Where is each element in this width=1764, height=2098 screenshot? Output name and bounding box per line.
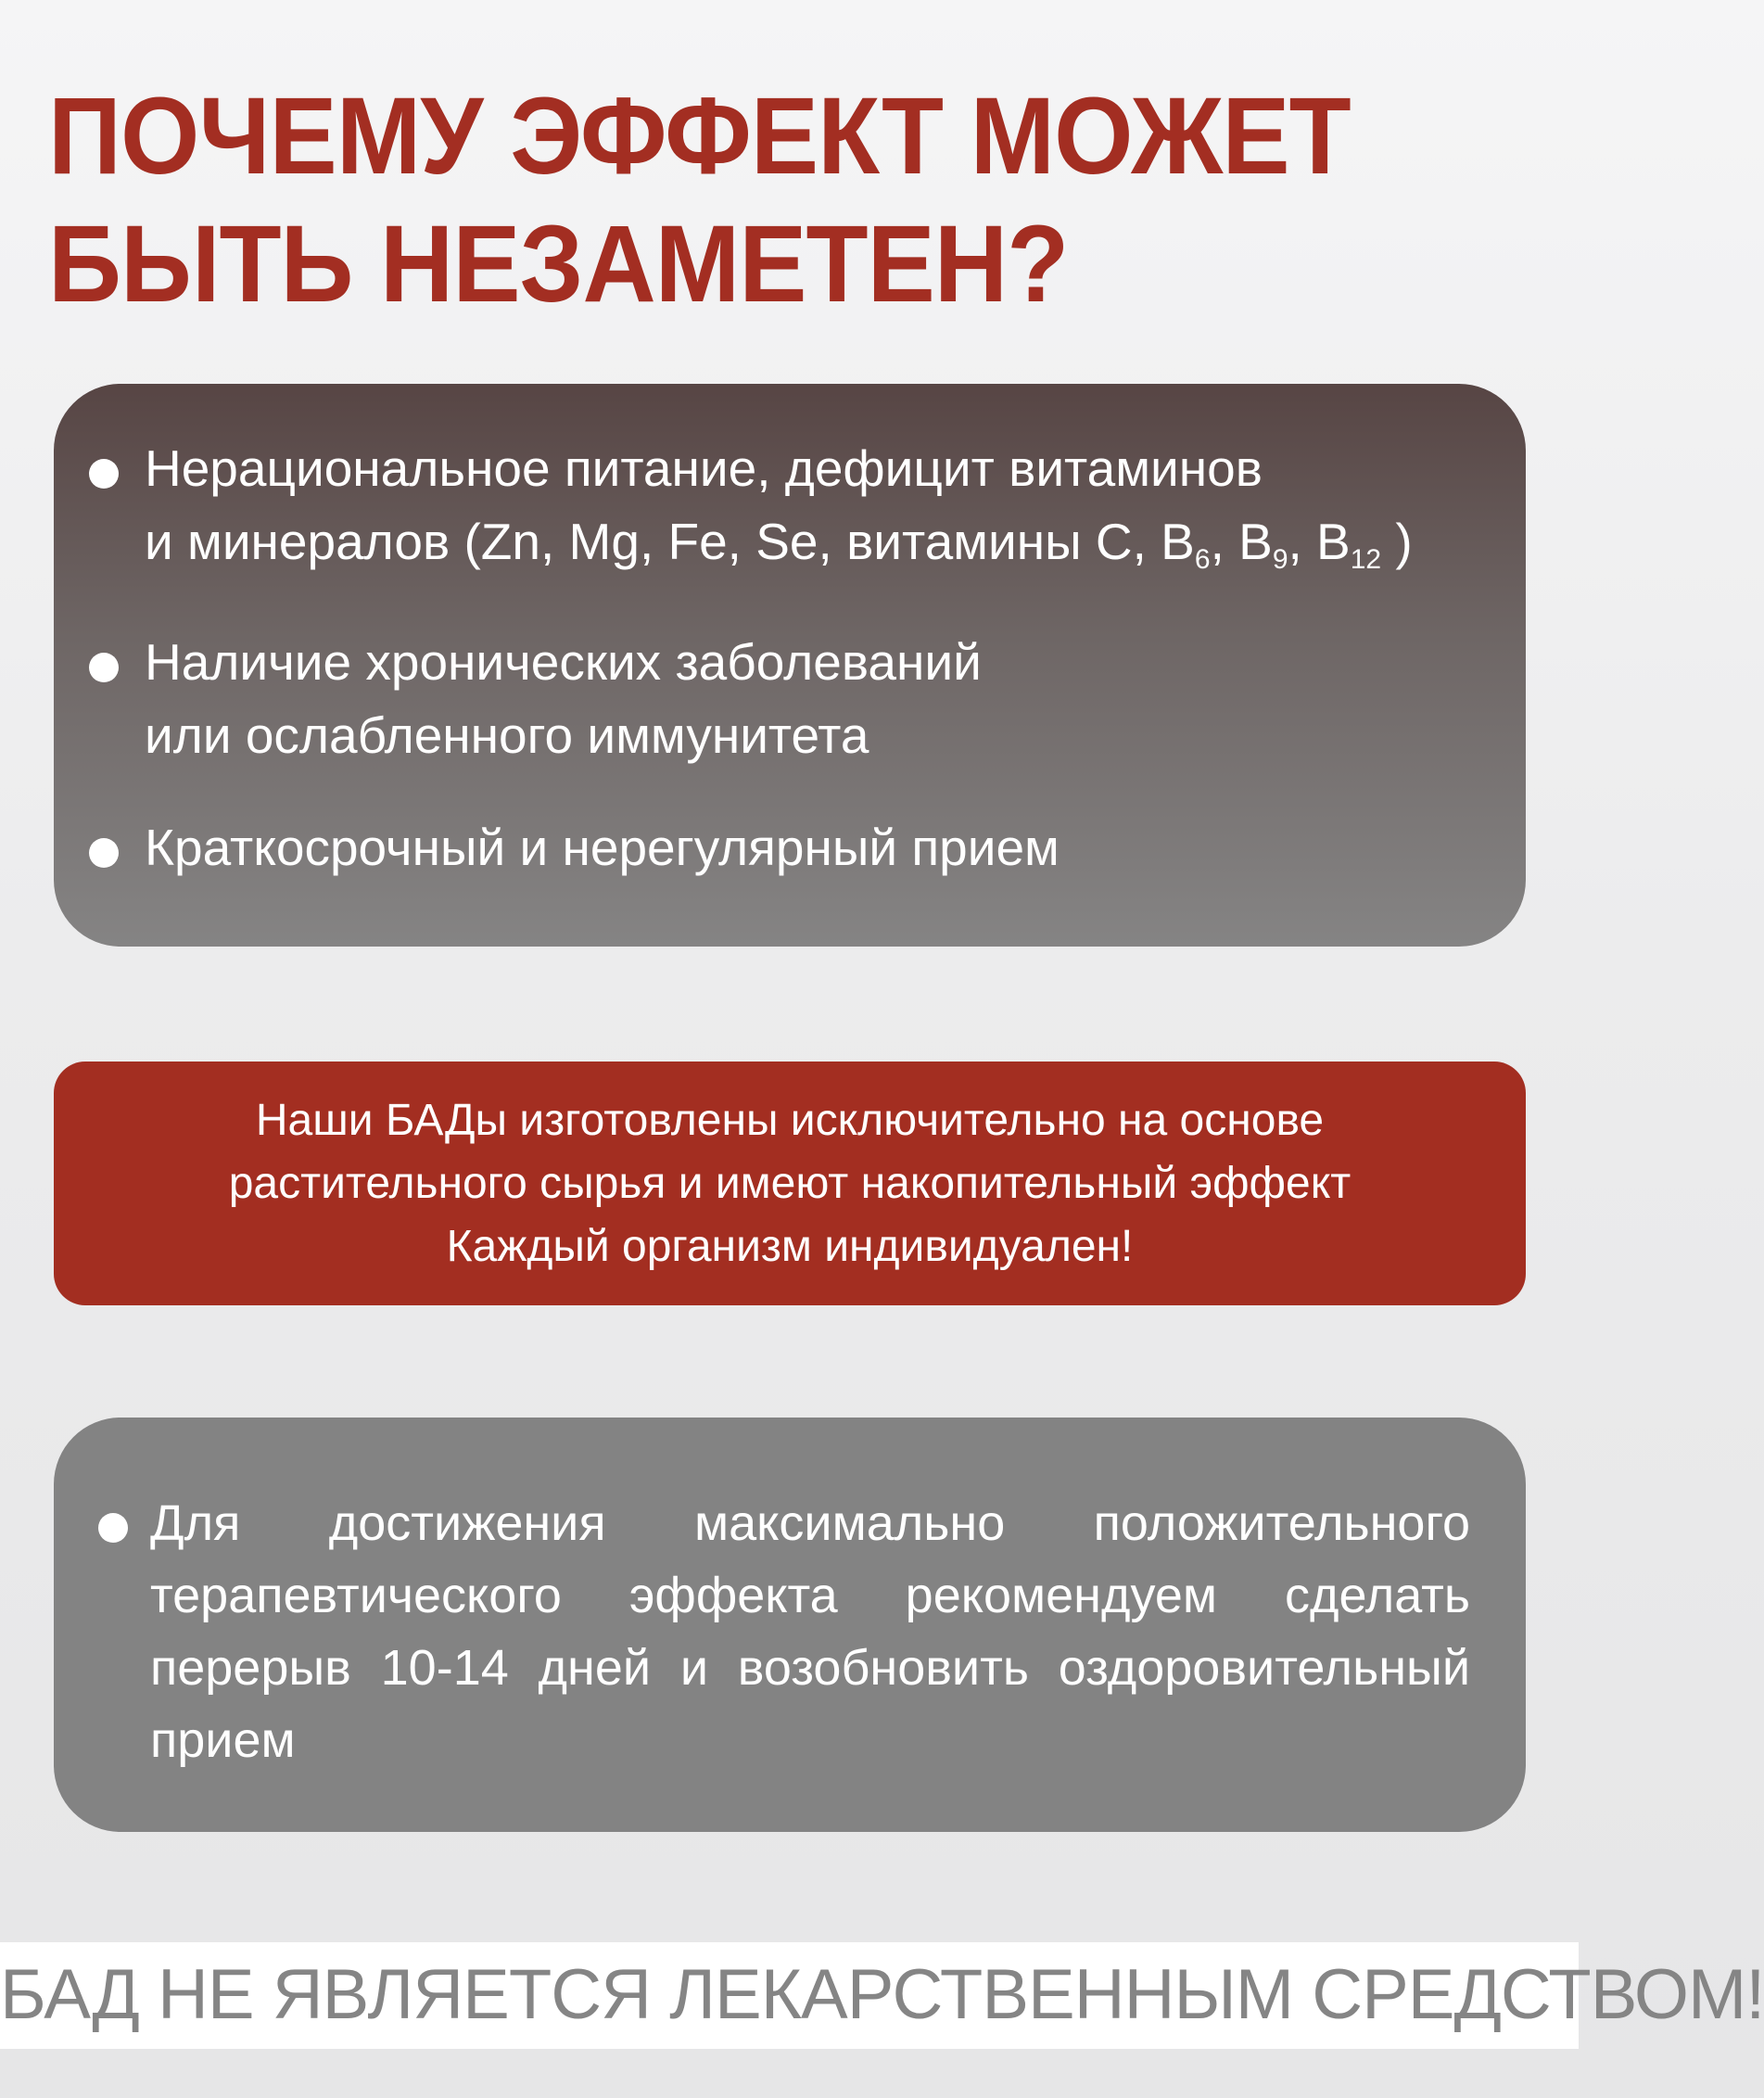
reason-item-text-part: , В	[1210, 513, 1273, 570]
recommendation-panel	[54, 1418, 1526, 1832]
info-banner-line-1: Наши БАДы изготовлены исключительно на основе	[255, 1096, 1325, 1145]
reason-item-text-part: )	[1381, 513, 1413, 570]
reason-item-irregular	[145, 811, 1489, 884]
info-banner-line-3: Каждый организм индивидуален!	[446, 1222, 1134, 1271]
reasons-panel	[54, 384, 1526, 947]
reason-item-text: или ослабленного иммунитета	[145, 706, 869, 764]
bullet-dot-icon	[98, 1513, 128, 1543]
recommendation-text: Для достижения максимально положительного терапевтического эффекта рекомендуем сделать перерыв 10-14 дней и возобновить оздоровительный прием	[150, 1495, 1470, 1768]
reason-item-text: Наличие хронических заболеваний	[145, 633, 982, 691]
reason-item-text: Нерациональное питание, дефицит витаминов	[145, 439, 1263, 497]
subscript-12: 12	[1350, 544, 1382, 575]
reason-item-nutrition	[145, 432, 1489, 587]
recommendation-item	[150, 1487, 1470, 1776]
page-title	[48, 72, 1445, 328]
page-title-line-1: ПОЧЕМУ ЭФФЕКТ МОЖЕТ	[48, 75, 1351, 197]
info-banner-line-2: растительного сырья и имеют накопительный эффект	[228, 1159, 1352, 1208]
page-title-line-2: БЫТЬ НЕЗАМЕТЕН?	[48, 203, 1069, 325]
reason-item-chronic	[145, 626, 1489, 772]
bullet-dot-icon	[89, 653, 119, 682]
disclaimer-footer: БАД НЕ ЯВЛЯЕТСЯ ЛЕКАРСТВЕННЫМ СРЕДСТВОМ!	[0, 1955, 1764, 2034]
reason-item-text: Краткосрочный и нерегулярный прием	[145, 819, 1060, 876]
bullet-dot-icon	[89, 459, 119, 489]
subscript-6: 6	[1194, 544, 1211, 575]
reason-item-text-part: , В	[1288, 513, 1351, 570]
reason-item-text-part: и минералов (Zn, Mg, Fe, Se, витамины С, В	[145, 513, 1195, 570]
reason-item-text	[145, 505, 1489, 587]
reasons-list	[145, 432, 1489, 884]
subscript-9: 9	[1272, 544, 1288, 575]
info-banner	[54, 1062, 1526, 1305]
bullet-dot-icon	[89, 838, 119, 868]
